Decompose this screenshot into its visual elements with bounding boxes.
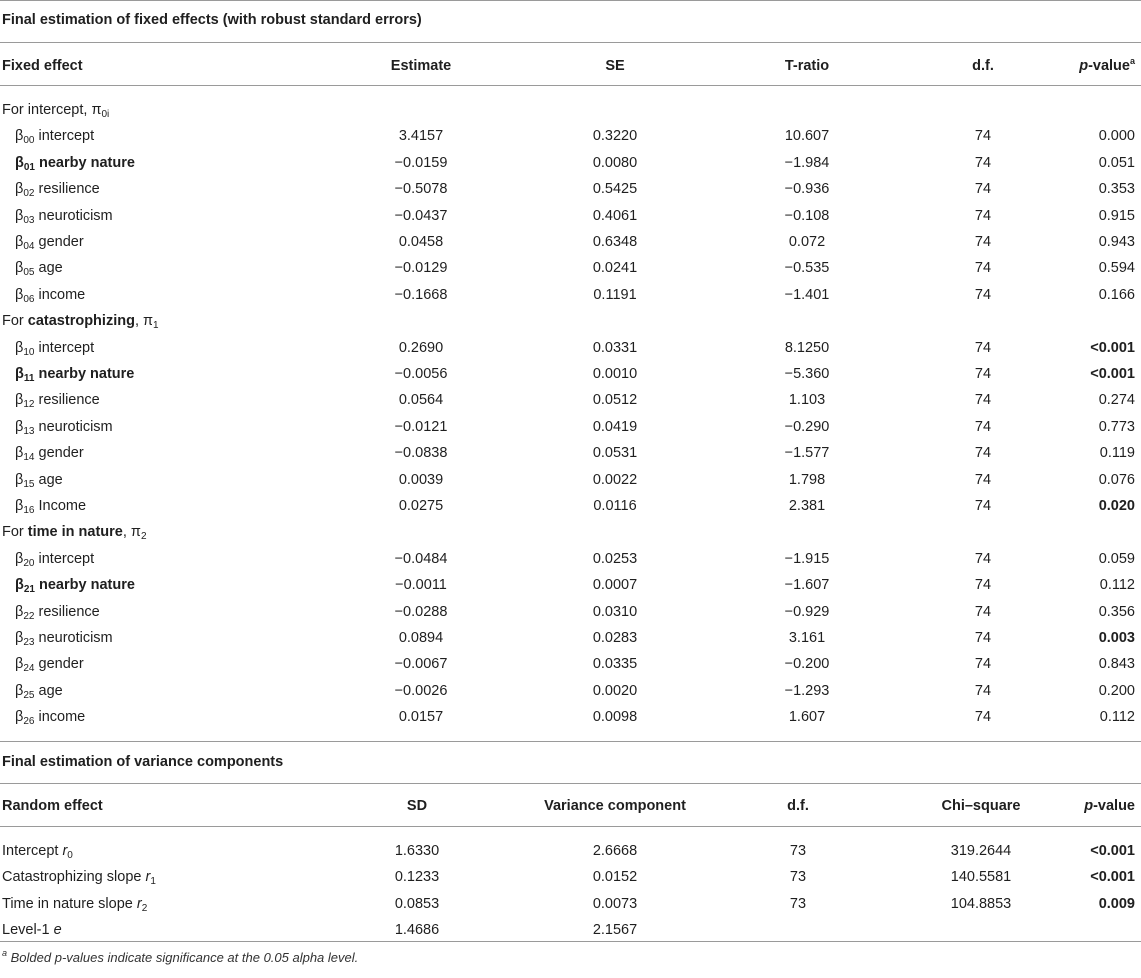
cell-variance-component: 2.6668 [592, 843, 638, 859]
group-prefix: For [2, 524, 28, 541]
cell-df: 74 [974, 234, 992, 250]
cell-chi-square: 104.8853 [950, 895, 1012, 912]
cell-t-ratio: −0.200 [784, 656, 830, 673]
cell-t-ratio: −0.290 [784, 418, 830, 435]
cell-p-value: <0.001 [1090, 339, 1135, 356]
predictor-name: resilience [38, 603, 100, 620]
fixed-effects-header-row [0, 53, 1141, 79]
fixed-header-top-rule [0, 42, 1141, 43]
table-row [0, 203, 1141, 229]
random-effect-label [2, 838, 73, 864]
pi-subscript: 0i [101, 109, 110, 120]
cell-t-ratio: 2.381 [788, 498, 826, 514]
cell-df: 74 [974, 498, 992, 514]
cell-df: 74 [974, 445, 992, 462]
header-var-df: d.f. [787, 798, 809, 814]
group-name: intercept [27, 102, 84, 118]
coefficient-label [15, 335, 94, 361]
predictor-name: nearby nature [38, 366, 135, 382]
cell-p-value: 0.003 [1098, 630, 1135, 646]
coefficient-label [15, 678, 63, 704]
group-name: time in nature [27, 524, 123, 541]
predictor-name: nearby nature [39, 154, 135, 171]
variance-header-top-rule [0, 783, 1141, 784]
group-prefix: For [2, 313, 28, 330]
cell-p-value: 0.119 [1099, 445, 1135, 462]
beta-subscript: 12 [23, 399, 35, 411]
cell-df: 74 [974, 709, 992, 726]
cell-se: 0.0010 [592, 366, 638, 382]
pi-symbol: π [143, 313, 154, 330]
cell-df: 74 [974, 550, 992, 567]
table-row [0, 255, 1141, 281]
beta-symbol: β [15, 128, 24, 145]
cell-t-ratio: 8.1250 [784, 339, 830, 356]
beta-subscript: 20 [23, 557, 35, 569]
cell-p-value: 0.915 [1098, 207, 1135, 224]
table-row [0, 361, 1141, 387]
beta-symbol: β [15, 445, 24, 462]
beta-symbol: β [15, 709, 24, 726]
cell-chi-square: 140.5581 [950, 869, 1012, 886]
predictor-name: resilience [38, 181, 100, 198]
cell-sd: 0.0853 [394, 895, 440, 912]
cell-df: 74 [974, 154, 992, 171]
cell-estimate: −0.0129 [394, 260, 448, 277]
cell-se: 0.1191 [593, 286, 637, 303]
beta-symbol: β [15, 656, 24, 673]
table-top-rule [0, 0, 1141, 1]
cell-t-ratio: 1.798 [788, 471, 826, 488]
cell-se: 0.0080 [592, 154, 638, 171]
cell-df: 74 [974, 260, 992, 277]
table-row [0, 625, 1141, 651]
predictor-name: intercept [38, 550, 95, 567]
header-var-p-value [1084, 793, 1135, 819]
cell-estimate: 0.0564 [398, 392, 444, 409]
cell-df: 74 [974, 392, 992, 409]
group-header-label [2, 519, 147, 545]
predictor-name: intercept [38, 128, 95, 145]
group-separator: , [122, 524, 131, 541]
beta-symbol: β [15, 630, 24, 646]
cell-p-value: 0.274 [1098, 392, 1135, 409]
cell-df: 74 [974, 603, 992, 620]
random-effect-symbol: r [145, 869, 151, 886]
cell-se: 0.0419 [592, 418, 638, 435]
beta-subscript: 02 [23, 188, 35, 200]
cell-estimate: −0.0067 [394, 656, 448, 673]
coefficient-label [15, 440, 84, 466]
coefficient-label [15, 467, 63, 493]
header-fixed-effect: Fixed effect [2, 58, 83, 74]
cell-estimate: −0.0011 [395, 577, 447, 594]
cell-t-ratio: −1.293 [784, 682, 830, 699]
coefficient-label [15, 176, 100, 202]
predictor-name: age [38, 260, 63, 277]
predictor-name: Income [38, 498, 87, 514]
cell-estimate: 0.0157 [398, 709, 444, 726]
coefficient-label [15, 625, 113, 651]
table-row [0, 493, 1141, 519]
cell-t-ratio: −1.915 [784, 550, 830, 567]
beta-subscript: 24 [23, 663, 35, 675]
table-row [0, 546, 1141, 572]
cell-se: 0.0241 [592, 260, 638, 277]
cell-df: 74 [974, 366, 992, 382]
beta-symbol: β [15, 682, 24, 699]
cell-var-p-value: <0.001 [1090, 869, 1135, 886]
header-var-p-italic: p [1084, 798, 1094, 814]
cell-t-ratio: −5.360 [784, 366, 830, 382]
group-header-row [0, 97, 1141, 123]
coefficient-label [15, 572, 135, 598]
cell-variance-component: 0.0152 [592, 869, 638, 886]
group-name: catastrophizing [27, 313, 135, 330]
beta-symbol: β [15, 550, 24, 567]
cell-estimate: −0.1668 [394, 286, 448, 303]
cell-variance-component: 2.1567 [592, 921, 638, 938]
cell-p-value: 0.112 [1099, 577, 1135, 594]
cell-se: 0.0512 [592, 392, 638, 409]
beta-subscript: 14 [23, 452, 35, 464]
beta-subscript: 05 [23, 267, 35, 279]
fixed-effects-caption: Final estimation of fixed effects (with robust standard errors) [2, 12, 422, 28]
cell-p-value: 0.112 [1099, 709, 1135, 726]
fixed-header-bottom-rule [0, 85, 1141, 86]
beta-subscript: 01 [23, 161, 35, 173]
table-row [0, 704, 1141, 730]
coefficient-label [15, 493, 86, 519]
cell-se: 0.0335 [592, 656, 638, 673]
random-effect-symbol: r [62, 843, 68, 859]
header-p-footnote-mark: a [1129, 56, 1135, 66]
cell-estimate: −0.0838 [394, 445, 448, 462]
beta-subscript: 10 [23, 346, 35, 358]
coefficient-label [15, 123, 94, 149]
header-var-p-suffix: -value [1093, 798, 1135, 814]
table-row [0, 123, 1141, 149]
beta-symbol: β [15, 577, 24, 594]
cell-p-value: 0.773 [1098, 418, 1135, 435]
beta-symbol: β [15, 260, 24, 277]
coefficient-label [15, 414, 113, 440]
beta-subscript: 21 [23, 584, 35, 596]
predictor-name: nearby nature [39, 577, 135, 594]
cell-t-ratio: −0.929 [784, 603, 830, 620]
predictor-name: income [38, 709, 86, 726]
cell-se: 0.4061 [592, 207, 638, 224]
table-row [0, 599, 1141, 625]
predictor-name: gender [38, 234, 84, 250]
cell-p-value: 0.594 [1098, 260, 1135, 277]
header-chi-square: Chi–square [941, 798, 1021, 814]
cell-var-df: 73 [789, 843, 807, 859]
cell-estimate: −0.0288 [394, 603, 448, 620]
coefficient-label [15, 599, 100, 625]
cell-df: 74 [974, 577, 992, 594]
predictor-name: neuroticism [38, 630, 113, 646]
header-t-ratio: T-ratio [784, 58, 830, 74]
header-p-italic: p [1079, 58, 1089, 74]
random-effect-name: Time in nature slope [2, 895, 137, 912]
table-row [0, 335, 1141, 361]
group-prefix: For [2, 102, 28, 118]
coefficient-label [15, 203, 113, 229]
coefficient-label [15, 282, 85, 308]
cell-p-value: 0.356 [1098, 603, 1135, 620]
predictor-name: resilience [38, 392, 100, 409]
cell-t-ratio: −1.984 [784, 154, 830, 171]
cell-df: 74 [974, 656, 992, 673]
beta-symbol: β [15, 366, 24, 382]
cell-df: 74 [974, 630, 992, 646]
predictor-name: gender [38, 445, 84, 462]
header-random-effect: Random effect [2, 798, 103, 814]
cell-p-value: 0.166 [1098, 286, 1135, 303]
coefficient-label [15, 546, 94, 572]
pi-symbol: π [91, 102, 102, 118]
cell-estimate: −0.0159 [394, 154, 448, 171]
beta-subscript: 11 [23, 373, 35, 384]
variance-caption: Final estimation of variance components [2, 754, 284, 770]
cell-estimate: −0.0121 [394, 418, 448, 435]
header-se: SE [605, 58, 625, 74]
pi-symbol: π [130, 524, 141, 541]
coefficient-label [15, 361, 134, 387]
cell-df: 74 [974, 471, 992, 488]
beta-subscript: 03 [23, 214, 35, 226]
beta-subscript: 23 [23, 637, 35, 648]
beta-symbol: β [15, 286, 24, 303]
coefficient-label [15, 704, 85, 730]
random-effect-symbol: e [53, 921, 62, 938]
cell-var-df: 73 [789, 869, 807, 886]
random-effect-subscript: 1 [150, 876, 156, 888]
group-header-row [0, 308, 1141, 334]
random-effect-subscript: 0 [67, 850, 73, 861]
cell-p-value: 0.076 [1098, 471, 1135, 488]
footnote-text: Bolded p-values indicate significance at the 0.05 alpha level. [7, 950, 359, 965]
cell-sd: 1.4686 [394, 921, 440, 938]
cell-se: 0.0020 [592, 682, 638, 699]
beta-symbol: β [15, 392, 24, 409]
cell-t-ratio: −0.936 [784, 181, 830, 198]
footnote-mark: a [2, 948, 8, 958]
coefficient-label [15, 651, 84, 677]
cell-sd: 1.6330 [394, 843, 440, 859]
cell-df: 74 [974, 207, 992, 224]
random-effect-name: Intercept [2, 843, 63, 859]
cell-estimate: 0.0458 [398, 234, 444, 250]
header-estimate: Estimate [390, 58, 452, 74]
predictor-name: age [38, 682, 63, 699]
table-row [0, 678, 1141, 704]
header-variance-component: Variance component [544, 798, 686, 814]
cell-se: 0.0116 [593, 498, 637, 514]
cell-p-value: 0.843 [1098, 656, 1135, 673]
cell-chi-square: 319.2644 [950, 843, 1012, 859]
beta-symbol: β [15, 154, 24, 171]
beta-subscript: 16 [23, 505, 35, 516]
cell-se: 0.0007 [592, 577, 638, 594]
cell-t-ratio: 0.072 [788, 234, 826, 250]
cell-se: 0.6348 [592, 234, 638, 250]
group-header-row [0, 519, 1141, 545]
cell-t-ratio: 1.103 [788, 392, 826, 409]
beta-symbol: β [15, 498, 24, 514]
random-effect-label [2, 891, 147, 917]
cell-df: 74 [974, 181, 992, 198]
table-row [0, 414, 1141, 440]
group-separator: , [134, 313, 143, 330]
predictor-name: intercept [38, 339, 95, 356]
coefficient-label [15, 387, 100, 413]
cell-se: 0.0283 [592, 630, 638, 646]
coefficient-label [15, 150, 135, 176]
cell-p-value: 0.200 [1098, 682, 1135, 699]
header-df: d.f. [972, 58, 994, 74]
table-row [0, 891, 1141, 917]
cell-t-ratio: 1.607 [788, 709, 826, 726]
table-row [0, 838, 1141, 864]
cell-t-ratio: −0.535 [784, 260, 830, 277]
cell-se: 0.0253 [592, 550, 638, 567]
random-effect-name: Level-1 [2, 921, 54, 938]
cell-p-value: <0.001 [1090, 366, 1135, 382]
group-separator: , [83, 102, 92, 118]
beta-subscript: 22 [23, 610, 35, 622]
cell-p-value: 0.000 [1098, 128, 1135, 145]
coefficient-label [15, 229, 84, 255]
table-row [0, 440, 1141, 466]
cell-t-ratio: 3.161 [788, 630, 826, 646]
cell-df: 74 [974, 339, 992, 356]
cell-df: 74 [974, 682, 992, 699]
beta-symbol: β [15, 234, 24, 250]
footnote [2, 950, 358, 965]
random-effect-label [2, 917, 62, 943]
cell-estimate: 3.4157 [398, 128, 444, 145]
table-row [0, 229, 1141, 255]
cell-var-df: 73 [789, 895, 807, 912]
predictor-name: gender [38, 656, 84, 673]
cell-df: 74 [974, 418, 992, 435]
cell-p-value: 0.943 [1098, 234, 1135, 250]
table-row [0, 150, 1141, 176]
table-row [0, 176, 1141, 202]
header-p-suffix: -value [1088, 58, 1130, 74]
beta-subscript: 06 [23, 293, 35, 305]
random-effect-name: Catastrophizing slope [2, 869, 146, 886]
beta-subscript: 15 [23, 478, 35, 490]
cell-p-value: 0.059 [1098, 550, 1135, 567]
group-header-label [2, 97, 109, 123]
beta-symbol: β [15, 207, 24, 224]
beta-subscript: 04 [23, 241, 35, 252]
cell-p-value: 0.020 [1098, 498, 1135, 514]
cell-t-ratio: −0.108 [784, 207, 830, 224]
beta-subscript: 26 [23, 716, 35, 728]
predictor-name: age [38, 471, 63, 488]
beta-subscript: 13 [23, 425, 35, 437]
table-row [0, 917, 1141, 943]
predictor-name: income [38, 286, 86, 303]
cell-estimate: −0.5078 [394, 181, 448, 198]
cell-se: 0.0331 [592, 339, 638, 356]
cell-p-value: 0.051 [1098, 154, 1135, 171]
cell-estimate: −0.0056 [394, 366, 448, 382]
cell-df: 74 [974, 286, 992, 303]
cell-t-ratio: −1.607 [784, 577, 830, 594]
cell-estimate: −0.0484 [394, 550, 448, 567]
variance-caption-top-rule [0, 741, 1141, 742]
cell-estimate: 0.2690 [398, 339, 444, 356]
cell-se: 0.5425 [592, 181, 638, 198]
cell-estimate: −0.0437 [394, 207, 448, 224]
random-effect-label [2, 864, 156, 890]
table-row [0, 864, 1141, 890]
coefficient-label [15, 255, 63, 281]
predictor-name: neuroticism [38, 418, 113, 435]
cell-df: 74 [974, 128, 992, 145]
cell-se: 0.0310 [592, 603, 638, 620]
cell-estimate: 0.0275 [398, 498, 444, 514]
pi-subscript: 1 [153, 320, 159, 332]
cell-var-p-value: 0.009 [1098, 895, 1135, 912]
variance-header-bottom-rule [0, 826, 1141, 827]
cell-se: 0.0098 [592, 709, 638, 726]
cell-se: 0.0531 [592, 445, 638, 462]
predictor-name: neuroticism [38, 207, 113, 224]
cell-estimate: 0.0039 [398, 471, 444, 488]
table-row [0, 282, 1141, 308]
table-row [0, 387, 1141, 413]
variance-header-row [0, 793, 1141, 819]
header-sd: SD [406, 798, 428, 814]
table-row [0, 651, 1141, 677]
beta-subscript: 00 [23, 135, 35, 147]
table-row [0, 572, 1141, 598]
cell-t-ratio: −1.401 [784, 286, 830, 303]
group-header-label [2, 308, 159, 334]
beta-symbol: β [15, 603, 24, 620]
random-effect-subscript: 2 [141, 902, 148, 914]
cell-t-ratio: 10.607 [784, 128, 830, 145]
beta-symbol: β [15, 471, 24, 488]
cell-t-ratio: −1.577 [784, 445, 830, 462]
pi-subscript: 2 [140, 531, 147, 543]
beta-symbol: β [15, 339, 24, 356]
beta-symbol: β [15, 181, 24, 198]
cell-estimate: −0.0026 [394, 682, 448, 699]
header-p-value [1079, 53, 1135, 79]
random-effect-symbol: r [136, 895, 142, 912]
cell-se: 0.0022 [592, 471, 638, 488]
cell-se: 0.3220 [592, 128, 638, 145]
cell-variance-component: 0.0073 [592, 895, 638, 912]
cell-p-value: 0.353 [1098, 181, 1135, 198]
cell-var-p-value: <0.001 [1090, 843, 1135, 859]
table-bottom-rule [0, 941, 1141, 942]
cell-sd: 0.1233 [394, 869, 440, 886]
cell-estimate: 0.0894 [398, 630, 444, 646]
table-row [0, 467, 1141, 493]
beta-subscript: 25 [23, 689, 35, 701]
beta-symbol: β [15, 418, 24, 435]
